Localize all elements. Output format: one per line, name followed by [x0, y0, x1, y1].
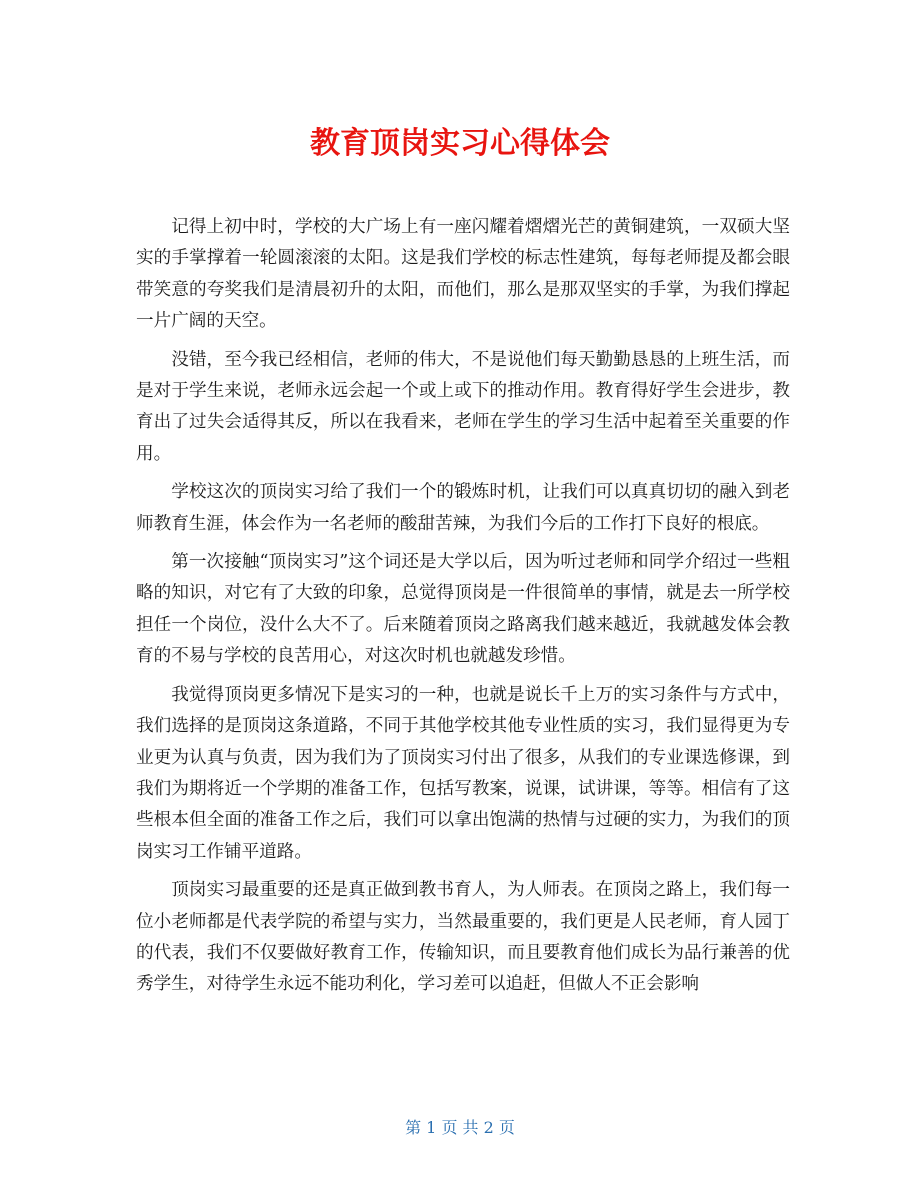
paragraph-5: 我觉得顶岗更多情况下是实习的一种，也就是说长千上万的实习条件与方式中，我们选择的是顶岗这条道路，不同于其他学校其他专业性质的实习，我们显得更为专业更为认真与负责，因为我们为了顶岗实习付出了很多，从我们的专业课选修课，到我们为期将近一个学期的准备工作，包括写教案，说课，试讲课，等等。相信有了这些根本但全面的准备工作之后，我们可以拿出饱满的热情与过硬的实力，为我们的顶岗实习工作铺平道路。	[136, 684, 790, 862]
document-title: 教育顶岗实习心得体会	[310, 126, 610, 161]
paragraph-2: 没错，至今我已经相信，老师的伟大，不是说他们每天勤勤恳恳的上班生活，而是对于学生来说，老师永远会起一个或上或下的推动作用。教育得好学生会进步，教育出了过失会适得其反，所以在我看来，老师在学生的学习生活中起着至关重要的作用。	[136, 349, 790, 464]
paragraph-3: 学校这次的顶岗实习给了我们一个的锻炼时机，让我们可以真真切切的融入到老师教育生涯，体会作为一名老师的酸甜苦辣，为我们今后的工作打下良好的根底。	[136, 482, 790, 534]
paragraph-4: 第一次接触“顶岗实习”这个词还是大学以后，因为听过老师和同学介绍过一些粗略的知识，对它有了大致的印象，总觉得顶岗是一件很简单的事情，就是去一所学校担任一个岗位，没什么大不了。后来随着顶岗之路离我们越来越近，我就越发体会教育的不易与学校的良苦用心，对这次时机也就越发珍惜。	[136, 552, 790, 667]
document-body	[136, 212, 790, 1008]
paragraph-6: 顶岗实习最重要的还是真正做到教书育人，为人师表。在顶岗之路上，我们每一位小老师都是代表学院的希望与实力，当然最重要的，我们更是人民老师，育人园丁的代表，我们不仅要做好教育工作，传输知识，而且要教育他们成长为品行兼善的优秀学生，对待学生永远不能功利化，学习差可以追赶，但做人不正会影响	[136, 880, 790, 995]
paragraph-1: 记得上初中时，学校的大广场上有一座闪耀着熠熠光芒的黄铜建筑，一双硕大坚实的手掌撑着一轮圆滚滚的太阳。这是我们学校的标志性建筑，每每老师提及都会眼带笑意的夸奖我们是清晨初升的太阳，而他们，那么是那双坚实的手掌，为我们撑起一片广阔的天空。	[136, 217, 790, 332]
page-footer: 第 1 页 共 2 页	[405, 1118, 515, 1137]
